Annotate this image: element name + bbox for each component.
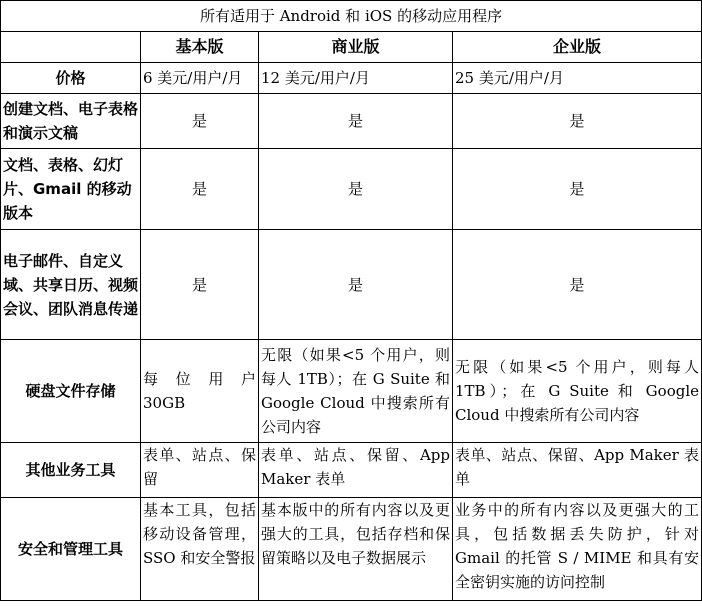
row-label: 价格 (1, 63, 141, 94)
cell-basic: 是 (141, 94, 259, 149)
cell-enterprise: 是 (453, 230, 702, 340)
cell-business: 12 美元/用户/月 (259, 63, 453, 94)
row-label: 创建文档、电子表格和演示文稿 (1, 94, 141, 149)
row-label: 电子邮件、自定义域、共享日历、视频会议、团队消息传递 (1, 230, 141, 340)
cell-business: 是 (259, 94, 453, 149)
row-label: 文档、表格、幻灯片、Gmail 的移动版本 (1, 149, 141, 230)
cell-business: 基本版中的所有内容以及更强大的工具，包括存档和保留策略以及电子数据展示 (259, 498, 453, 601)
header-row (1, 32, 702, 63)
cell-enterprise: 业务中的所有内容以及更强大的工具，包括数据丢失防护，针对 Gmail 的托管 S / MIME 和具有安全密钥实施的访问控制 (453, 498, 702, 601)
cell-basic: 是 (141, 149, 259, 230)
table-row (1, 230, 702, 340)
cell-basic: 是 (141, 230, 259, 340)
table-row (1, 498, 702, 601)
row-label: 硬盘文件存储 (1, 340, 141, 443)
cell-enterprise: 是 (453, 94, 702, 149)
cell-enterprise: 表单、站点、保留、App Maker 表单 (453, 443, 702, 498)
table-title: 所有适用于 Android 和 iOS 的移动应用程序 (1, 1, 702, 32)
header-enterprise: 企业版 (453, 32, 702, 63)
cell-basic: 基本工具，包括移动设备管理，SSO 和安全警报 (141, 498, 259, 601)
cell-business: 是 (259, 149, 453, 230)
cell-business: 无限（如果<5 个用户，则每人 1TB）；在 G Suite 和 Google Cloud 中搜索所有公司内容 (259, 340, 453, 443)
table-row (1, 149, 702, 230)
cell-basic: 每 位 用 户 30GB (141, 340, 259, 443)
table-row (1, 63, 702, 94)
header-empty (1, 32, 141, 63)
cell-enterprise: 无限（如果<5 个用户，则每人 1TB）；在 G Suite 和 Google Cloud 中搜索所有公司内容 (453, 340, 702, 443)
header-basic: 基本版 (141, 32, 259, 63)
cell-enterprise: 25 美元/用户/月 (453, 63, 702, 94)
table-row (1, 340, 702, 443)
table-row (1, 94, 702, 149)
cell-basic: 6 美元/用户/月 (141, 63, 259, 94)
cell-business: 表单、站点、保留、App Maker 表单 (259, 443, 453, 498)
title-row (1, 1, 702, 32)
cell-business: 是 (259, 230, 453, 340)
row-label: 安全和管理工具 (1, 498, 141, 601)
header-business: 商业版 (259, 32, 453, 63)
row-label: 其他业务工具 (1, 443, 141, 498)
cell-enterprise: 是 (453, 149, 702, 230)
table-row (1, 443, 702, 498)
cell-basic: 表单、站点、保留 (141, 443, 259, 498)
